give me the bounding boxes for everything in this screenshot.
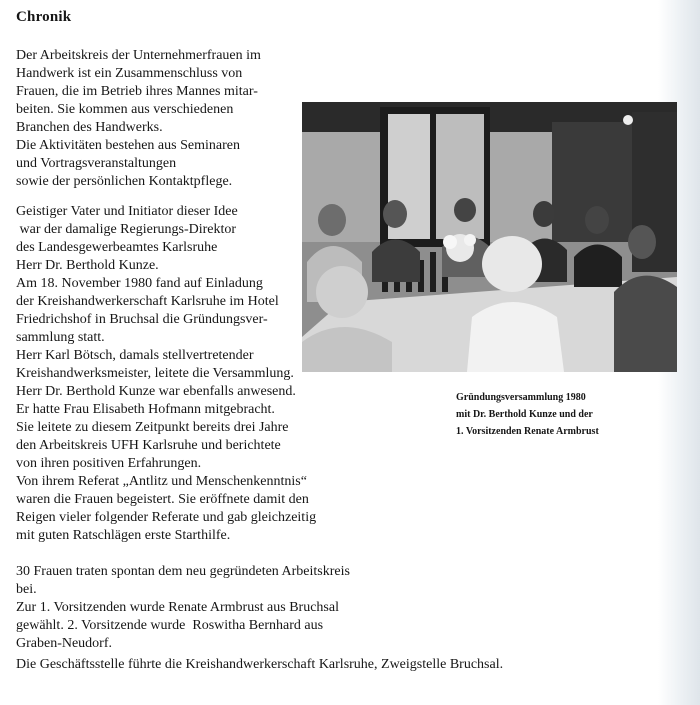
paragraph-founding-meeting: Am 18. November 1980 fand auf Einladung der Kreishandwerkerschaft Karlsruhe im Hotel Friedrichshof in Bruchsal die Gründungsver- sammlung statt. Herr Karl Bötsch, damals stellvertretender Kreishandwerksmeister, leitete die Versammlung. Herr Dr. Berthold Kunze war ebenfalls anwesend. Er hatte Frau Elisabeth Hofmann mitgebracht. Sie leitete zu diesem Zeitpunkt bereits drei Jahre den Arbeitskreis UFH Karlsruhe und berichtete von ihren positiven Erfahrungen. Von ihrem Referat „Antlitz und Menschenkenntnis“ waren die Frauen begeistert. Sie eröffnete damit den Reigen vieler folgender Referate und gab gleichzeitig mit guten Ratschlägen erste Starthilfe.	[16, 276, 317, 543]
paragraph-intro: Der Arbeitskreis der Unternehmerfrauen im Handwerk ist ein Zusammenschluss von Frauen, die im Betrieb ihres Mannes mitar- beiten. Sie kommen aus verschiedenen Branchen des Handwerks. Die Aktivitäten bestehen aus Seminaren und Vortragsveranstaltungen sowie der persönlichen Kontaktpflege.	[16, 48, 261, 189]
paragraph-members: 30 Frauen traten spontan dem neu gegründeten Arbeitskreis bei. Zur 1. Vorsitzenden wurde Renate Armbrust aus Bruchsal gewählt. 2. Vorsitzende wurde Roswitha Bernhard aus Graben-Neudorf.	[16, 564, 350, 651]
page-title: Chronik	[16, 9, 72, 25]
paragraph-founder: Geistiger Vater und Initiator dieser Idee war der damalige Regierungs-Direktor des Landesgewerbeamtes Karlsruhe Herr Dr. Berthold Kunze.	[16, 204, 238, 273]
photo-illustration	[302, 102, 677, 372]
founding-meeting-photo	[302, 102, 677, 372]
paragraph-office: Die Geschäftsstelle führte die Kreishandwerkerschaft Karlsruhe, Zweigstelle Bruchsal.	[16, 657, 504, 672]
photo-caption: Gründungsversammlung 1980 mit Dr. Berthold Kunze und der 1. Vorsitzenden Renate Armbrust	[456, 392, 599, 437]
